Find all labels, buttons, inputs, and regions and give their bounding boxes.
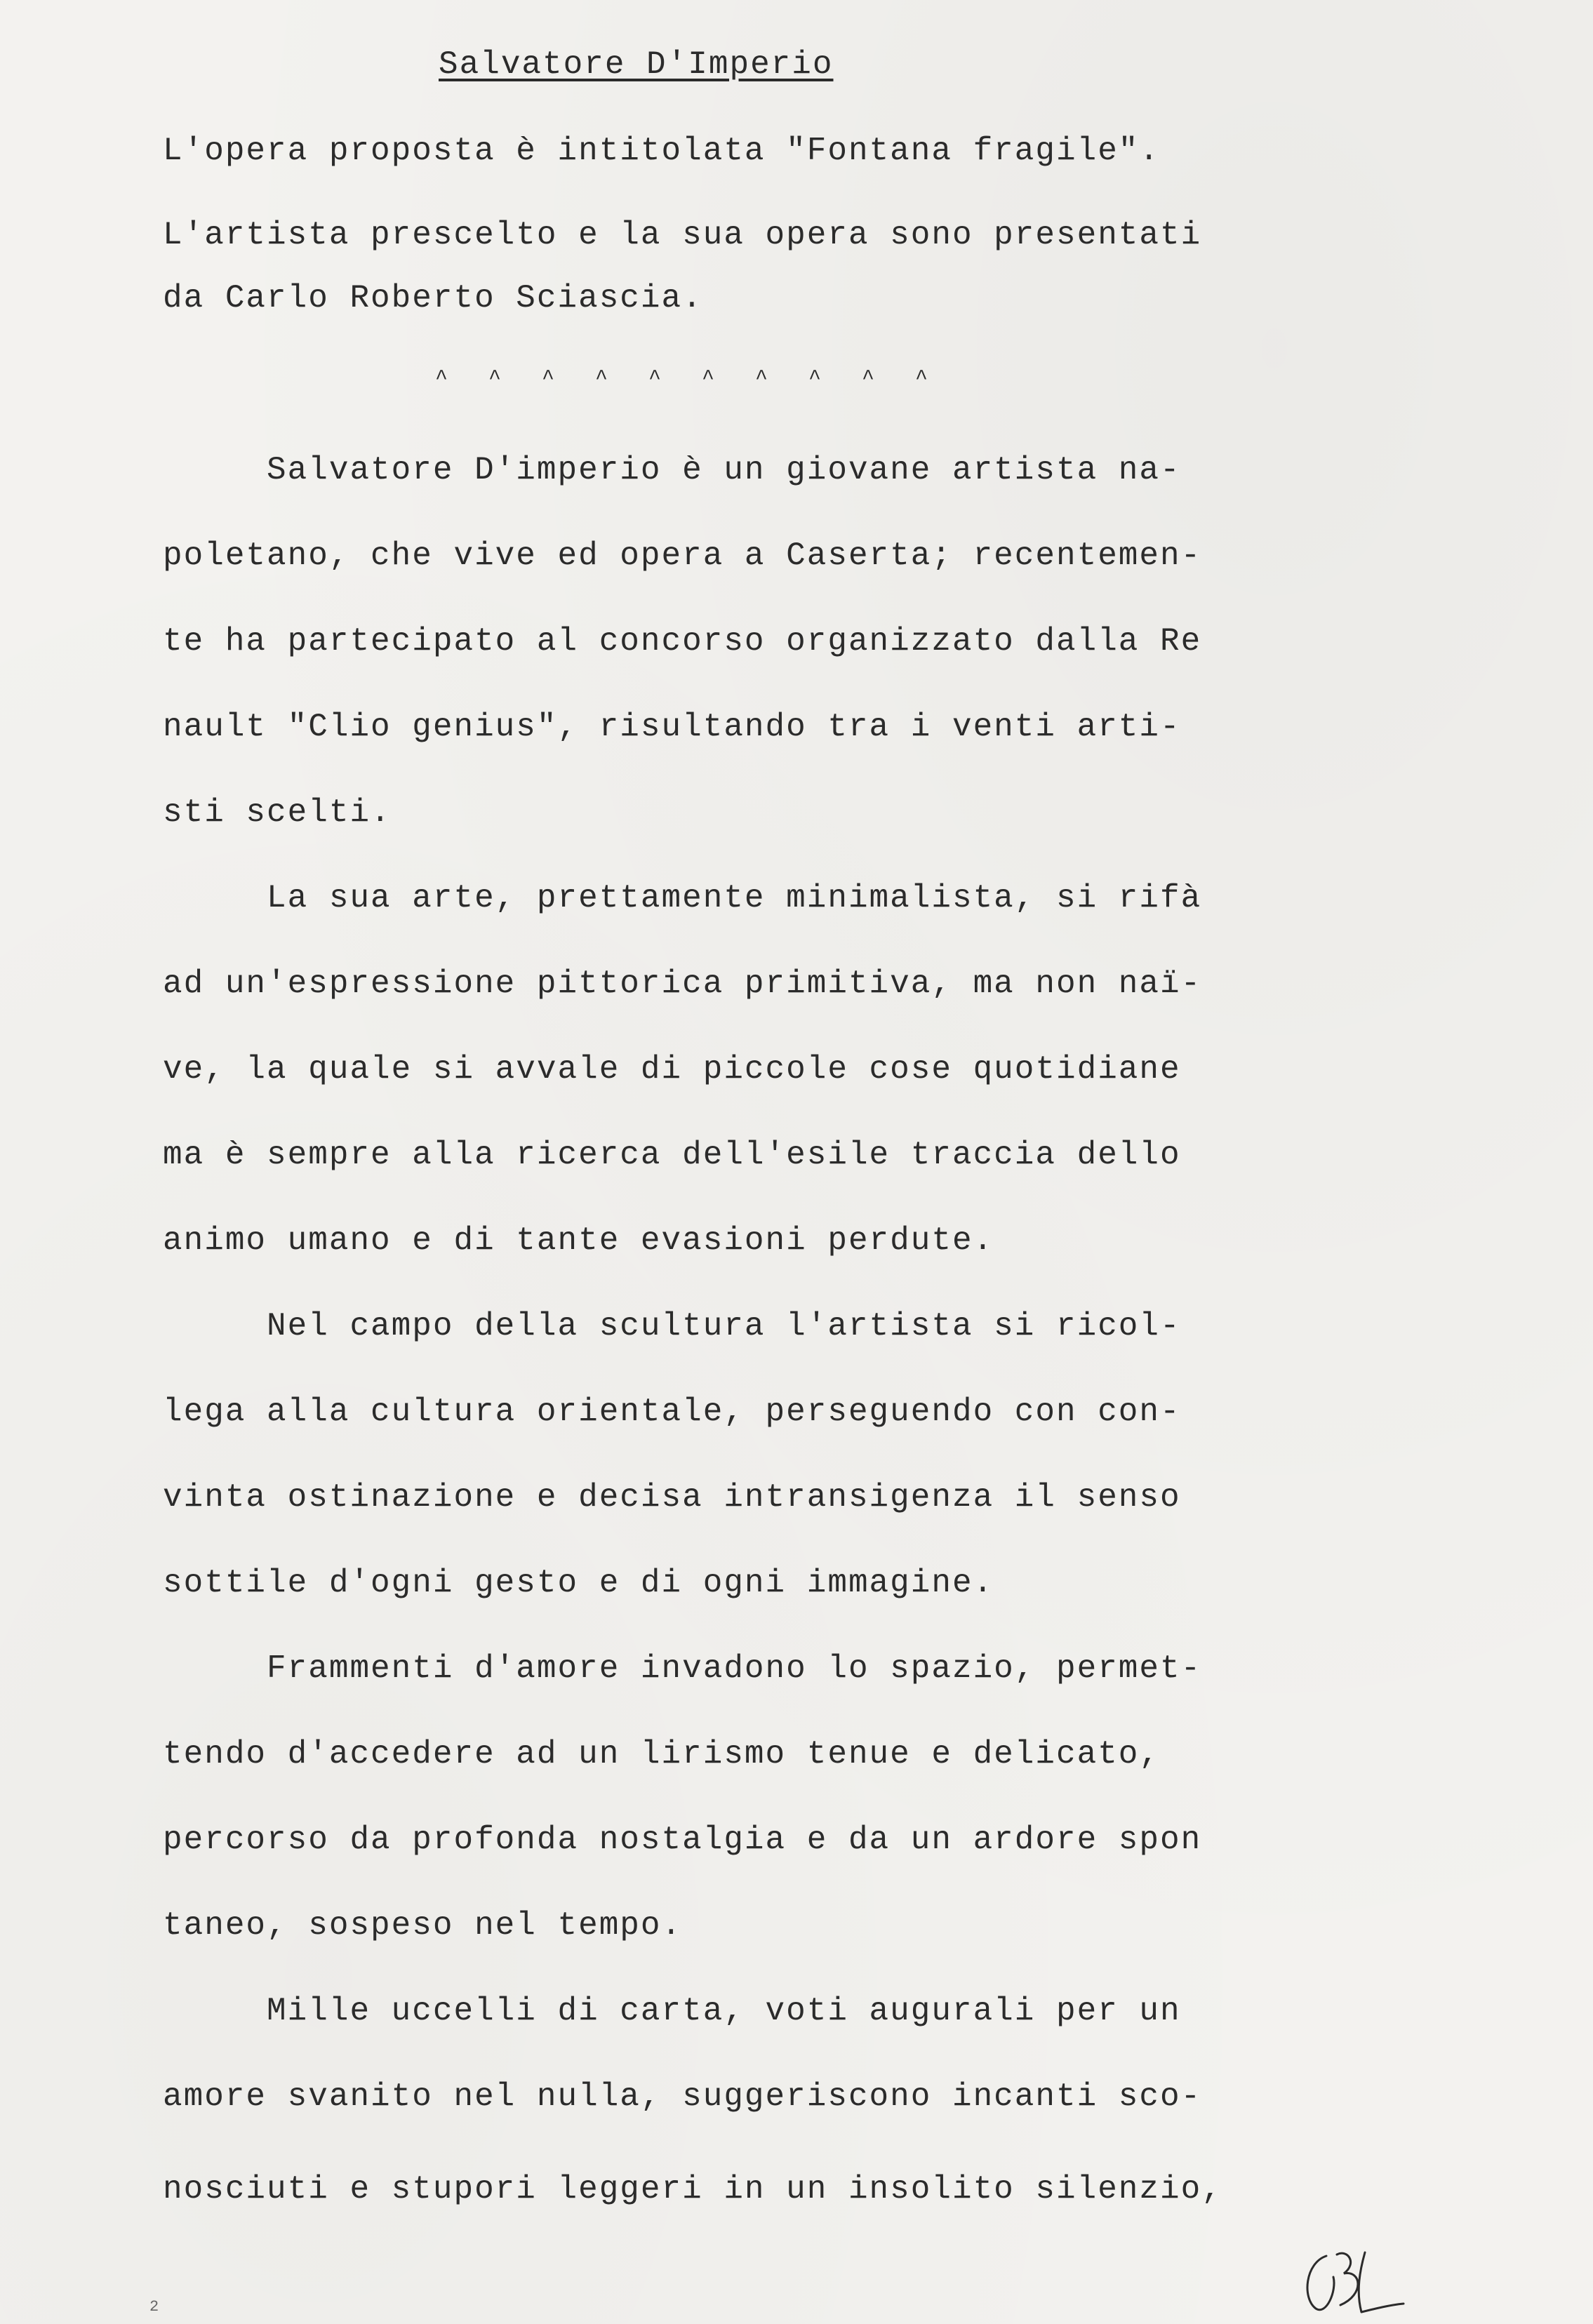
text-line-11: ad un'espressione pittorica primitiva, ma non naï- xyxy=(163,966,1202,1002)
text-line-19: Frammenti d'amore invadono lo spazio, permet- xyxy=(163,1650,1202,1687)
text-line-25: nosciuti e stupori leggeri in un insolito silenzio, xyxy=(163,2171,1222,2208)
text-line-9: sti scelti. xyxy=(163,794,392,831)
text-line-13: ma è sempre alla ricerca dell'esile traccia dello xyxy=(163,1137,1181,1173)
text-line-12: ve, la quale si avvale di piccole cose quotidiane xyxy=(163,1051,1181,1088)
handwritten-signature xyxy=(1298,2242,1411,2319)
text-line-8: nault "Clio genius", risultando tra i venti arti- xyxy=(163,709,1181,745)
text-line-7: te ha partecipato al concorso organizzato dalla Re xyxy=(163,623,1202,660)
text-line-14: animo umano e di tante evasioni perdute. xyxy=(163,1222,994,1259)
text-line-16: lega alla cultura orientale, perseguendo con con- xyxy=(163,1394,1181,1430)
text-line-21: percorso da profonda nostalgia e da un ardore spon xyxy=(163,1822,1202,1858)
text-line-17: vinta ostinazione e decisa intransigenza il senso xyxy=(163,1479,1181,1516)
text-line-1: L'opera proposta è intitolata "Fontana fragile". xyxy=(163,133,1161,169)
text-line-24: amore svanito nel nulla, suggeriscono incanti sco- xyxy=(163,2078,1202,2115)
text-line-6: poletano, che vive ed opera a Caserta; recentemen- xyxy=(163,537,1202,574)
text-line-18: sottile d'ogni gesto e di ogni immagine. xyxy=(163,1565,994,1601)
text-line-2: L'artista prescelto e la sua opera sono presentati xyxy=(163,217,1202,253)
separator-carets: ^ ^ ^ ^ ^ ^ ^ ^ ^ ^ xyxy=(435,367,942,391)
text-line-15: Nel campo della scultura l'artista si ricol- xyxy=(163,1308,1181,1344)
text-line-5: Salvatore D'imperio è un giovane artista na- xyxy=(163,452,1181,488)
text-line-20: tendo d'accedere ad un lirismo tenue e delicato, xyxy=(163,1736,1161,1772)
text-line-3: da Carlo Roberto Sciascia. xyxy=(163,280,703,316)
text-line-22: taneo, sospeso nel tempo. xyxy=(163,1907,683,1944)
document-title: Salvatore D'Imperio xyxy=(439,46,834,83)
text-line-23: Mille uccelli di carta, voti augurali per un xyxy=(163,1993,1181,2029)
margin-mark: 2 xyxy=(149,2298,159,2316)
text-line-10: La sua arte, prettamente minimalista, si rifà xyxy=(163,880,1202,916)
